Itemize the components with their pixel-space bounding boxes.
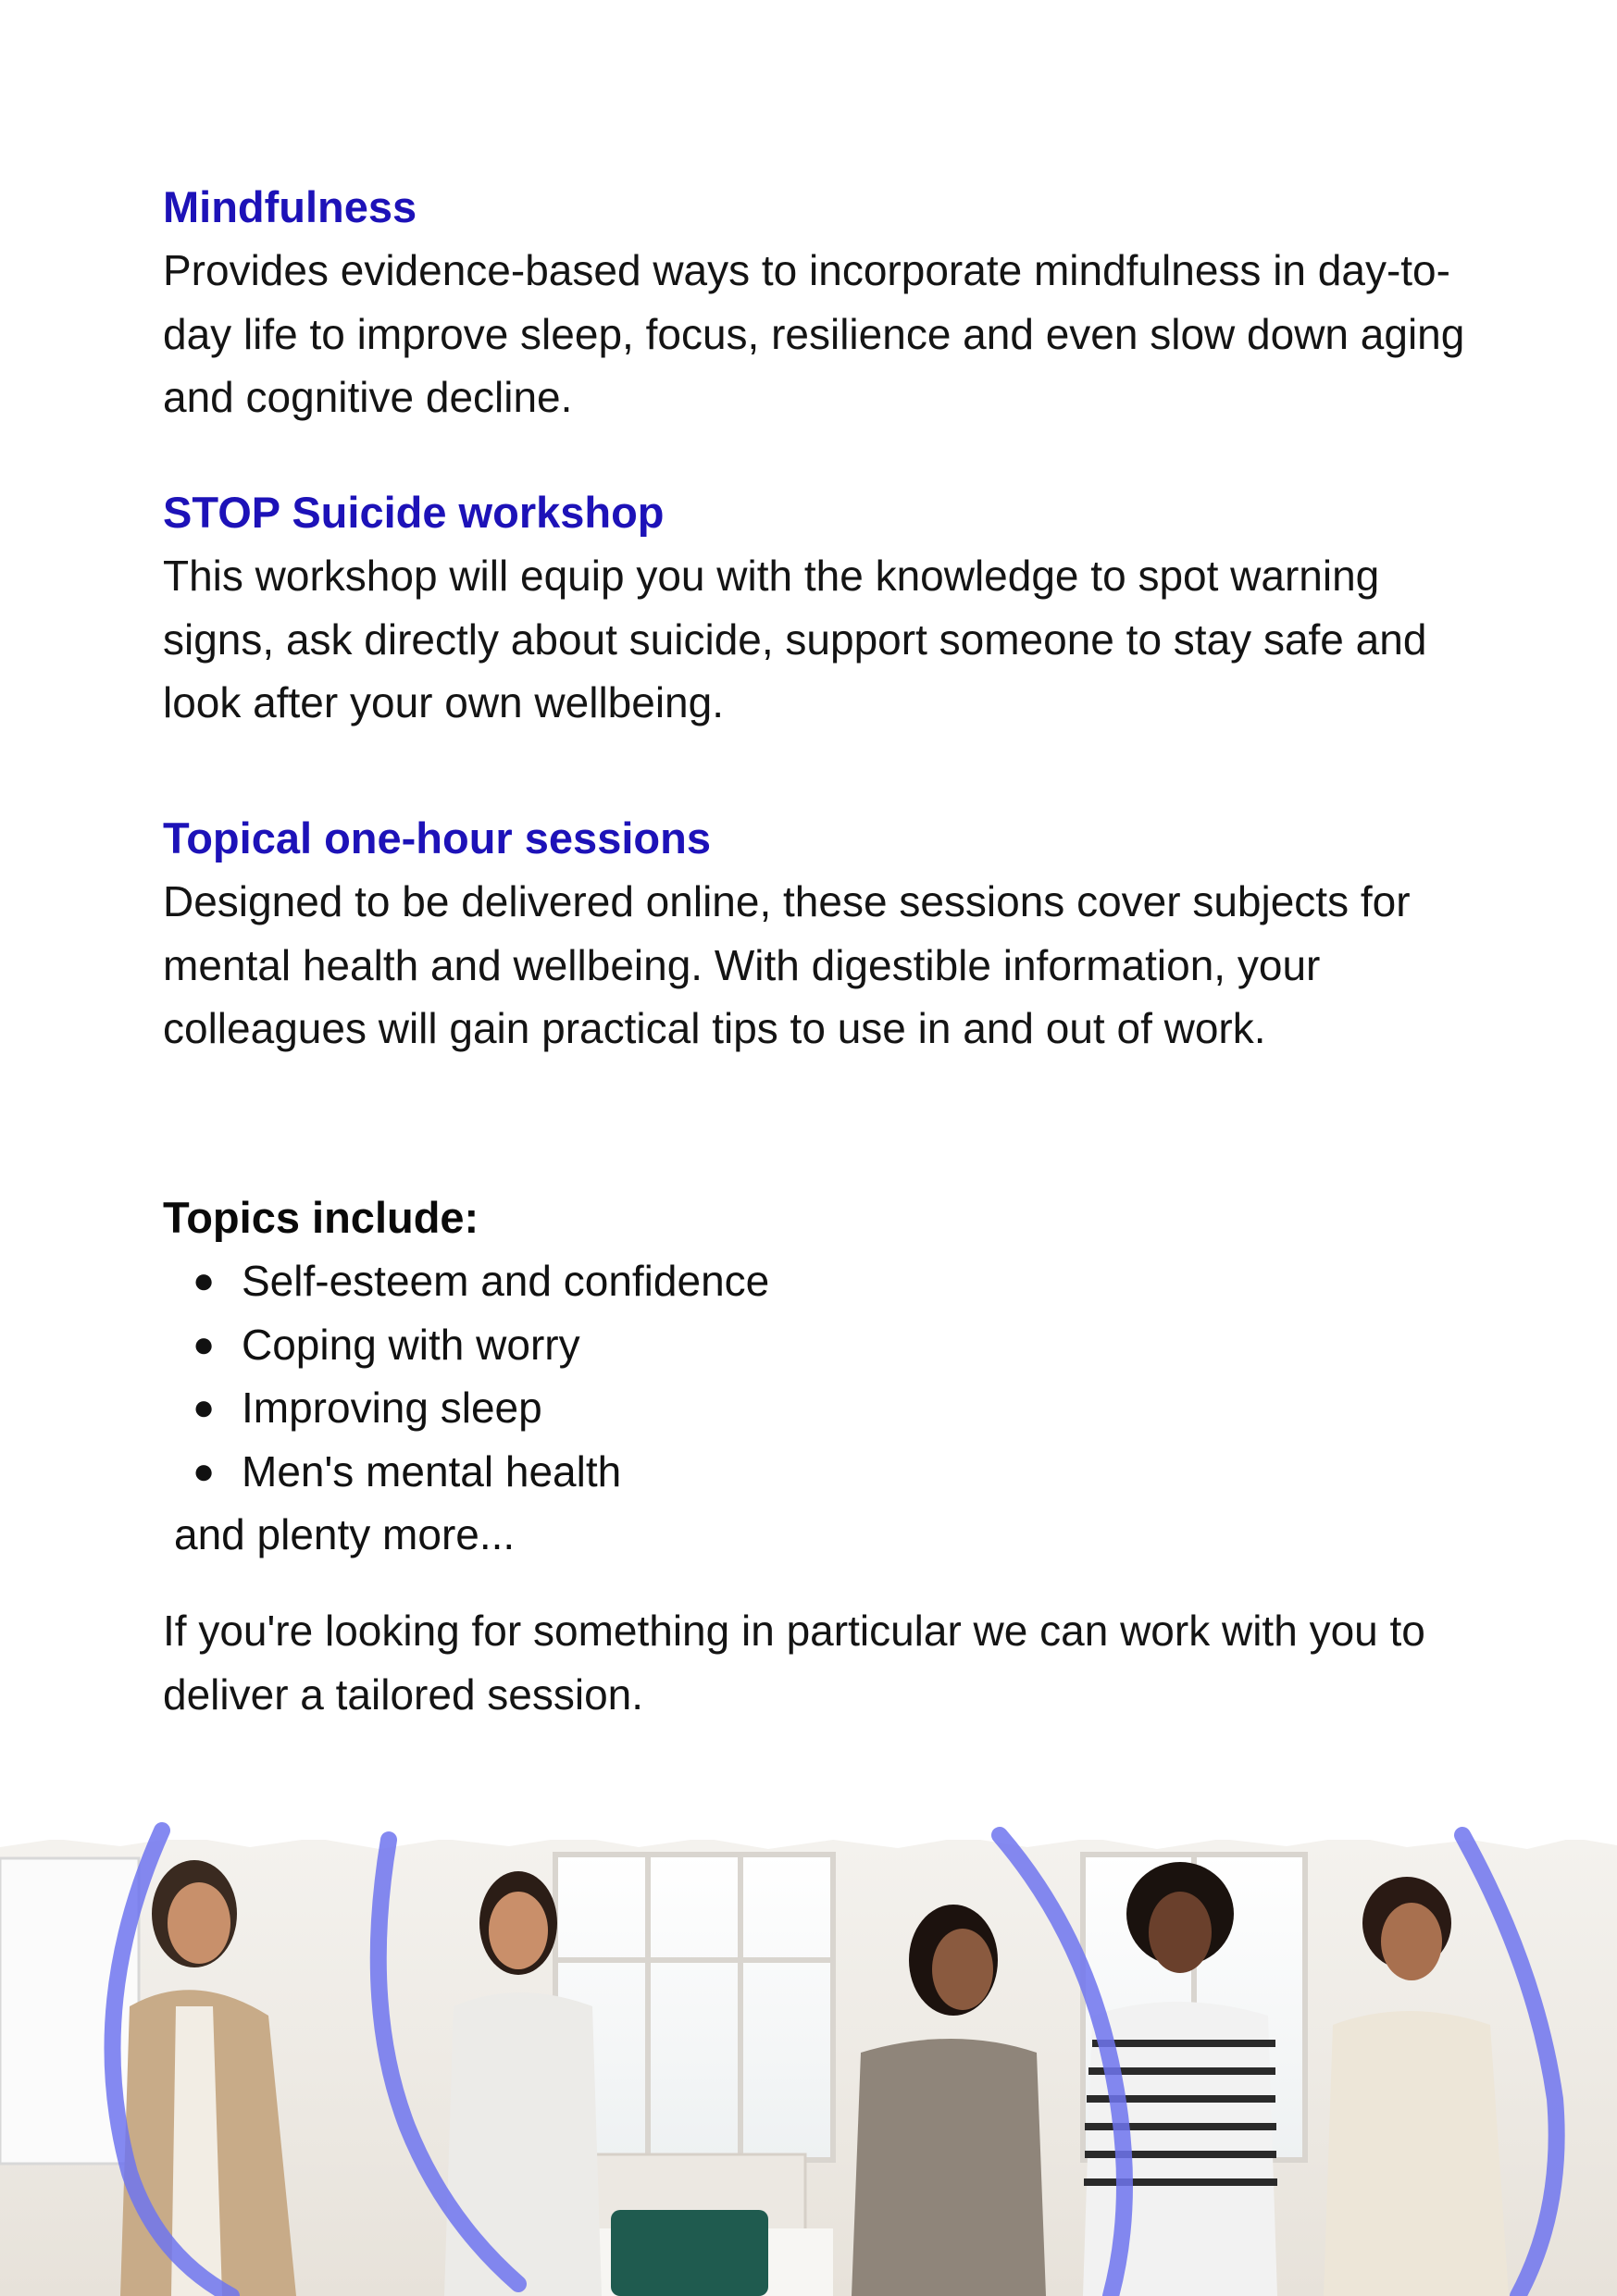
- topics-list: [163, 1249, 1477, 1503]
- section-topical-sessions: [163, 807, 1477, 1186]
- bullet-icon: ●: [193, 1323, 216, 1365]
- section-closing: [163, 1599, 1477, 1726]
- list-item: ● Coping with worry: [163, 1313, 1477, 1377]
- section-stop-suicide: [163, 481, 1477, 807]
- list-item: ● Improving sleep: [163, 1376, 1477, 1440]
- topics-more: and plenty more...: [174, 1510, 516, 1558]
- team-meeting-photo: [0, 1821, 1617, 2296]
- section-heading: Mindfulness: [163, 182, 417, 231]
- section-heading: Topical one-hour sessions: [163, 813, 711, 863]
- section-body: Provides evidence-based ways to incorporate mindfulness in day-to-day life to improve sleep, focus, resilience and even slow down aging and cognitive decline.: [163, 246, 1465, 421]
- bullet-icon: ●: [193, 1450, 216, 1492]
- closing-text: If you're looking for something in particular we can work with you to deliver a tailored session.: [163, 1607, 1425, 1719]
- section-body: This workshop will equip you with the knowledge to spot warning signs, ask directly about suicide, support someone to stay safe and look after your own wellbeing.: [163, 552, 1427, 726]
- bullet-icon: ●: [193, 1387, 216, 1428]
- page-content: [163, 176, 1477, 1726]
- section-heading: STOP Suicide workshop: [163, 488, 665, 537]
- list-item: ● Men's mental health: [163, 1440, 1477, 1504]
- section-body: Designed to be delivered online, these sessions cover subjects for mental health and wellbeing. With digestible information, your colleagues will gain practical tips to use in and out of work.: [163, 877, 1411, 1052]
- topics-heading: Topics include:: [163, 1193, 479, 1242]
- section-topics: [163, 1186, 1477, 1599]
- list-item: ● Self-esteem and confidence: [163, 1249, 1477, 1313]
- bullet-icon: ●: [193, 1260, 216, 1301]
- section-mindfulness: [163, 176, 1477, 481]
